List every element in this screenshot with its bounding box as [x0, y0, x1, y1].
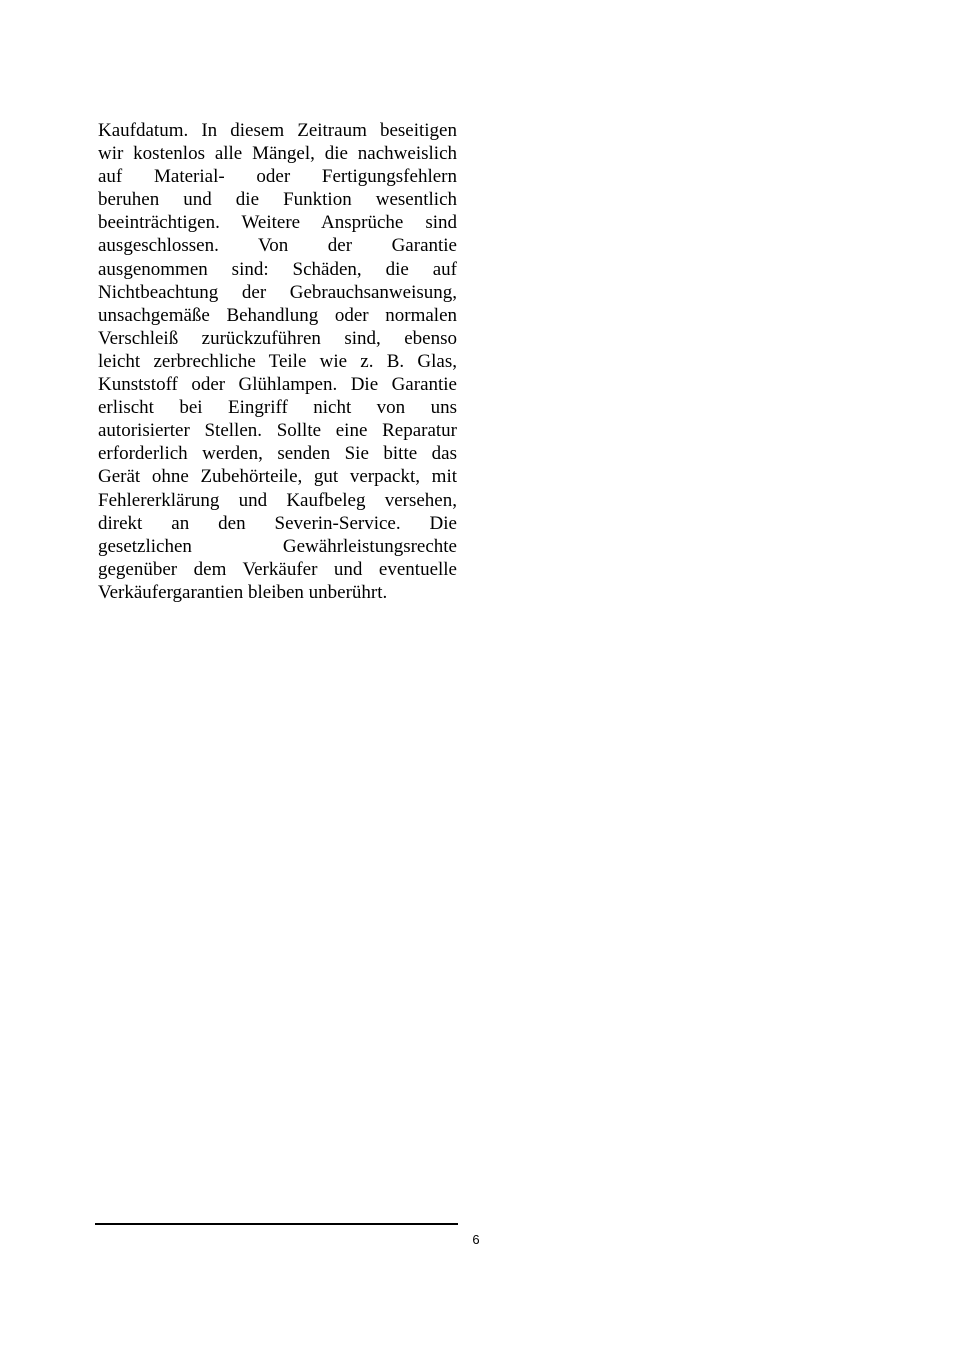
text-line: Verkäufergarantien bleiben unberührt. — [98, 581, 388, 603]
text-line: Nichtbeachtung der Gebrauchsanweisung, — [98, 281, 457, 303]
text-line: auf Material- oder Fertigungsfehlern — [98, 166, 457, 188]
text-line: leicht zerbrechliche Teile wie z. B. Glas, — [98, 350, 457, 372]
text-line: Kaufdatum. In diesem Zeitraum beseitigen — [98, 120, 457, 141]
text-line: erlischt bei Eingriff nicht von uns — [98, 397, 457, 419]
text-line: Verschleiß zurückzuführen sind, ebenso — [98, 327, 457, 349]
text-line: direkt an den Severin-Service. Die — [98, 512, 457, 534]
text-line: gesetzlichen Gewährleistungsrechte — [98, 535, 457, 557]
footer-rule — [95, 1223, 458, 1225]
text-line: ausgeschlossen. Von der Garantie — [98, 235, 457, 257]
text-line: beruhen und die Funktion wesentlich — [98, 189, 457, 211]
page-number: 6 — [472, 1232, 480, 1247]
text-line: Gerät ohne Zubehörteile, gut verpackt, mit — [98, 466, 457, 488]
text-line: wir kostenlos alle Mängel, die nachweislich — [98, 143, 457, 165]
text-line: erforderlich werden, senden Sie bitte das — [98, 443, 457, 465]
text-line: beeinträchtigen. Weitere Ansprüche sind — [98, 212, 457, 234]
warranty-text-block — [98, 119, 457, 604]
text-line: gegenüber dem Verkäufer und eventuelle — [98, 558, 457, 580]
text-line: unsachgemäße Behandlung oder normalen — [98, 304, 457, 326]
text-line: Fehlererklärung und Kaufbeleg versehen, — [98, 489, 457, 511]
text-line: autorisierter Stellen. Sollte eine Reparatur — [98, 420, 457, 442]
text-line: ausgenommen sind: Schäden, die auf — [98, 258, 457, 280]
text-line: Kunststoff oder Glühlampen. Die Garantie — [98, 374, 457, 396]
